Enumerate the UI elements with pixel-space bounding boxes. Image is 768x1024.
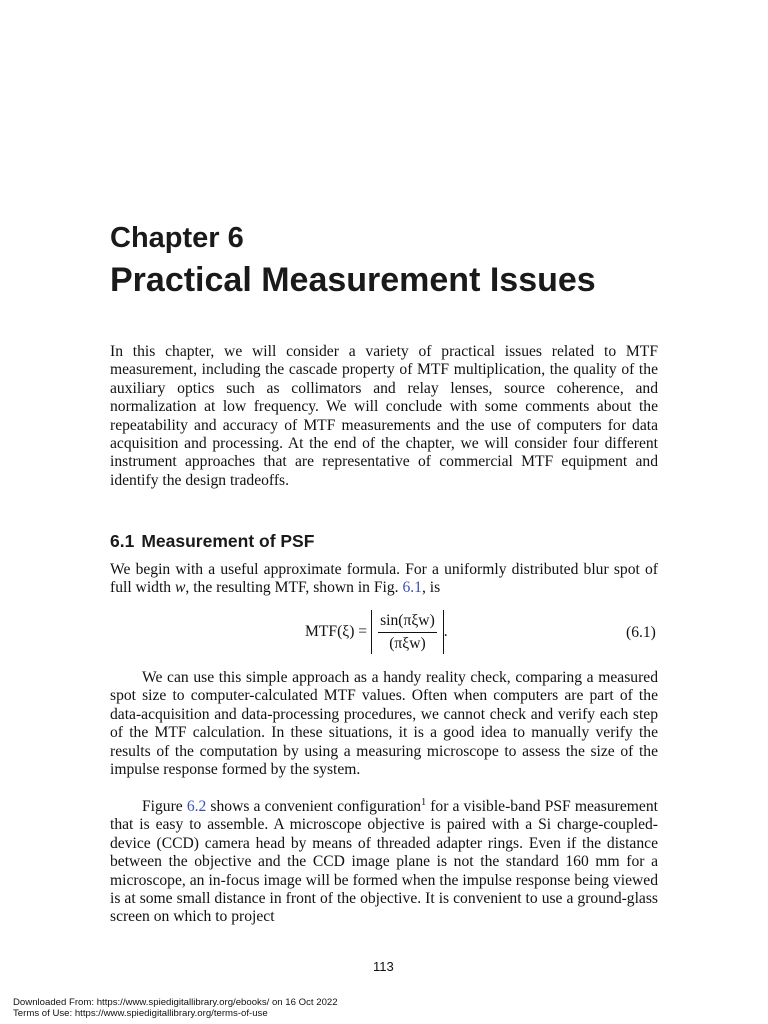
equation-number: (6.1): [626, 624, 656, 641]
text-run: , is: [421, 579, 441, 597]
figure-link-6-1[interactable]: 6.1: [402, 579, 422, 597]
chapter-title: Practical Measurement Issues: [110, 261, 596, 299]
equation-fraction: [378, 612, 437, 653]
equation-lhs: MTF(ξ) =: [305, 623, 368, 640]
page-number: 113: [373, 959, 394, 974]
equation-denominator: (πξw): [389, 634, 426, 652]
footer-terms-note: Terms of Use: https://www.spiedigitallibrary.org/terms-of-use: [13, 1008, 268, 1019]
equation-abs: [371, 610, 444, 654]
text-run: shows a convenient configuration: [206, 798, 422, 815]
section-paragraph-1: [110, 561, 658, 598]
variable-w: w: [174, 579, 186, 597]
section-number: 6.1: [110, 531, 135, 551]
footnote-ref[interactable]: 1: [421, 796, 427, 808]
equation-numerator: sin(πξw): [378, 612, 437, 633]
section-paragraph-2: We can use this simple approach as a handy reality check, comparing a measured spot size to computer-calculated MTF values. Often when computers are part of the data-acquisition and data-processing procedures, we cannot check and verify each step of the MTF calculation. In these situations, it is a good idea to manually verify the results of the computation by using a measuring microscope to assess the size of the impulse response formed by the system.: [110, 669, 658, 779]
text-run: Figure: [142, 798, 187, 815]
text-run: , the resulting MTF, shown in Fig.: [185, 579, 403, 597]
section-title: Measurement of PSF: [141, 531, 315, 551]
text-run: We begin with a useful approximate formula. For a uniformly distributed blur spot of full width: [110, 561, 658, 597]
equation-trail: .: [443, 623, 448, 640]
figure-link-6-2[interactable]: 6.2: [186, 798, 207, 815]
text-run: for a visible-band PSF measurement that is easy to assemble. A microscope objective is paired with a Si charge-coupled-device (CCD) camera head by means of threaded adapter rings. Even if the distance between the objective and the CCD image plane is not the standard 160 mm for a microscope, an in-focus image will be formed when the impulse response being viewed is at some small distance in front of the objective. It is convenient to use a ground-glass screen on which to project: [110, 798, 658, 926]
chapter-label: Chapter 6: [110, 222, 244, 254]
section-heading: [110, 531, 314, 552]
intro-paragraph: In this chapter, we will consider a variety of practical issues related to MTF measurement, including the cascade property of MTF multiplication, the quality of the auxiliary optics such as collimators and relay lenses, source coherence, and normalization at low frequency. We will conclude with some comments about the repeatability and accuracy of MTF measurements and the use of computers for data acquisition and processing. At the end of the chapter, we will consider four different instrument approaches that are representative of commercial MTF equipment and identify the design tradeoffs.: [110, 343, 658, 489]
section-paragraph-3: [110, 798, 658, 927]
equation-6-1: [305, 609, 448, 655]
footer-download-note: Downloaded From: https://www.spiedigitallibrary.org/ebooks/ on 16 Oct 2022: [13, 997, 338, 1008]
